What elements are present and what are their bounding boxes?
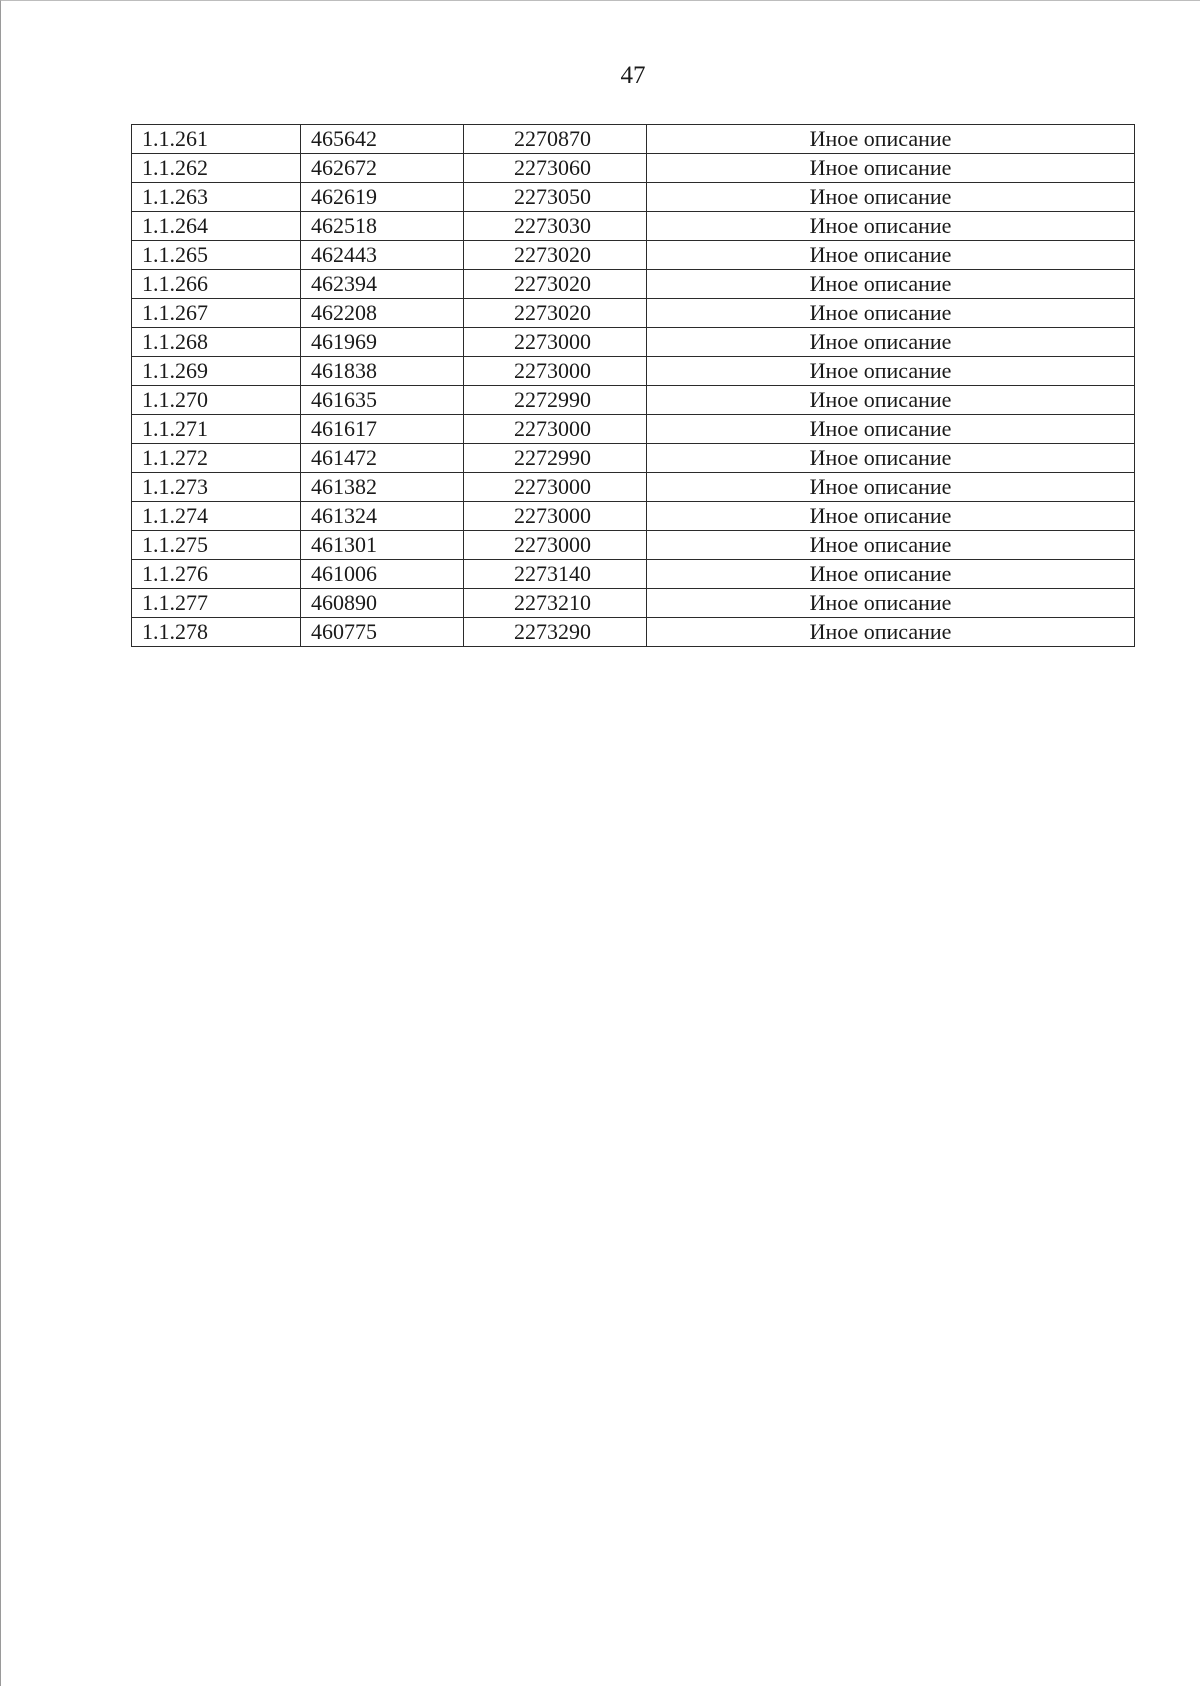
- description-cell: Иное описание: [647, 473, 1135, 502]
- coordinates-table-body: [132, 125, 1135, 647]
- description-cell: Иное описание: [647, 502, 1135, 531]
- table-row: [132, 618, 1135, 647]
- table-row: [132, 241, 1135, 270]
- y-coordinate-cell: 2273000: [464, 357, 647, 386]
- y-coordinate-cell: 2272990: [464, 444, 647, 473]
- x-coordinate-cell: 461969: [301, 328, 464, 357]
- description-cell: Иное описание: [647, 270, 1135, 299]
- x-coordinate-cell: 465642: [301, 125, 464, 154]
- point-number-cell: 1.1.272: [132, 444, 301, 473]
- y-coordinate-cell: 2273210: [464, 589, 647, 618]
- y-coordinate-cell: 2273000: [464, 473, 647, 502]
- point-number-cell: 1.1.275: [132, 531, 301, 560]
- y-coordinate-cell: 2273020: [464, 241, 647, 270]
- y-coordinate-cell: 2273140: [464, 560, 647, 589]
- x-coordinate-cell: 461382: [301, 473, 464, 502]
- table-row: [132, 473, 1135, 502]
- table-row: [132, 125, 1135, 154]
- page-number: 47: [620, 62, 646, 89]
- x-coordinate-cell: 461635: [301, 386, 464, 415]
- table-row: [132, 444, 1135, 473]
- x-coordinate-cell: 461617: [301, 415, 464, 444]
- point-number-cell: 1.1.269: [132, 357, 301, 386]
- description-cell: Иное описание: [647, 328, 1135, 357]
- description-cell: Иное описание: [647, 183, 1135, 212]
- point-number-cell: 1.1.276: [132, 560, 301, 589]
- description-cell: Иное описание: [647, 531, 1135, 560]
- y-coordinate-cell: 2273000: [464, 531, 647, 560]
- x-coordinate-cell: 461006: [301, 560, 464, 589]
- description-cell: Иное описание: [647, 299, 1135, 328]
- table-row: [132, 531, 1135, 560]
- y-coordinate-cell: 2273050: [464, 183, 647, 212]
- point-number-cell: 1.1.277: [132, 589, 301, 618]
- point-number-cell: 1.1.266: [132, 270, 301, 299]
- table-row: [132, 328, 1135, 357]
- coordinates-table: [131, 124, 1135, 647]
- description-cell: Иное описание: [647, 618, 1135, 647]
- y-coordinate-cell: 2272990: [464, 386, 647, 415]
- point-number-cell: 1.1.273: [132, 473, 301, 502]
- point-number-cell: 1.1.267: [132, 299, 301, 328]
- y-coordinate-cell: 2273000: [464, 502, 647, 531]
- y-coordinate-cell: 2273000: [464, 328, 647, 357]
- x-coordinate-cell: 462518: [301, 212, 464, 241]
- description-cell: Иное описание: [647, 589, 1135, 618]
- y-coordinate-cell: 2273000: [464, 415, 647, 444]
- y-coordinate-cell: 2273290: [464, 618, 647, 647]
- table-row: [132, 560, 1135, 589]
- x-coordinate-cell: 460890: [301, 589, 464, 618]
- x-coordinate-cell: 462394: [301, 270, 464, 299]
- point-number-cell: 1.1.278: [132, 618, 301, 647]
- point-number-cell: 1.1.268: [132, 328, 301, 357]
- y-coordinate-cell: 2273030: [464, 212, 647, 241]
- description-cell: Иное описание: [647, 154, 1135, 183]
- point-number-cell: 1.1.271: [132, 415, 301, 444]
- table-row: [132, 183, 1135, 212]
- y-coordinate-cell: 2273020: [464, 299, 647, 328]
- table-row: [132, 154, 1135, 183]
- x-coordinate-cell: 461324: [301, 502, 464, 531]
- point-number-cell: 1.1.263: [132, 183, 301, 212]
- point-number-cell: 1.1.274: [132, 502, 301, 531]
- description-cell: Иное описание: [647, 357, 1135, 386]
- point-number-cell: 1.1.262: [132, 154, 301, 183]
- table-row: [132, 357, 1135, 386]
- x-coordinate-cell: 461838: [301, 357, 464, 386]
- description-cell: Иное описание: [647, 125, 1135, 154]
- point-number-cell: 1.1.265: [132, 241, 301, 270]
- x-coordinate-cell: 462619: [301, 183, 464, 212]
- x-coordinate-cell: 461301: [301, 531, 464, 560]
- point-number-cell: 1.1.264: [132, 212, 301, 241]
- table-row: [132, 212, 1135, 241]
- table-row: [132, 270, 1135, 299]
- x-coordinate-cell: 462208: [301, 299, 464, 328]
- description-cell: Иное описание: [647, 212, 1135, 241]
- table-row: [132, 299, 1135, 328]
- point-number-cell: 1.1.270: [132, 386, 301, 415]
- point-number-cell: 1.1.261: [132, 125, 301, 154]
- table-row: [132, 589, 1135, 618]
- table-row: [132, 415, 1135, 444]
- y-coordinate-cell: 2270870: [464, 125, 647, 154]
- description-cell: Иное описание: [647, 444, 1135, 473]
- description-cell: Иное описание: [647, 241, 1135, 270]
- table-row: [132, 386, 1135, 415]
- x-coordinate-cell: 461472: [301, 444, 464, 473]
- table-row: [132, 502, 1135, 531]
- description-cell: Иное описание: [647, 415, 1135, 444]
- y-coordinate-cell: 2273020: [464, 270, 647, 299]
- description-cell: Иное описание: [647, 560, 1135, 589]
- x-coordinate-cell: 460775: [301, 618, 464, 647]
- description-cell: Иное описание: [647, 386, 1135, 415]
- y-coordinate-cell: 2273060: [464, 154, 647, 183]
- x-coordinate-cell: 462443: [301, 241, 464, 270]
- x-coordinate-cell: 462672: [301, 154, 464, 183]
